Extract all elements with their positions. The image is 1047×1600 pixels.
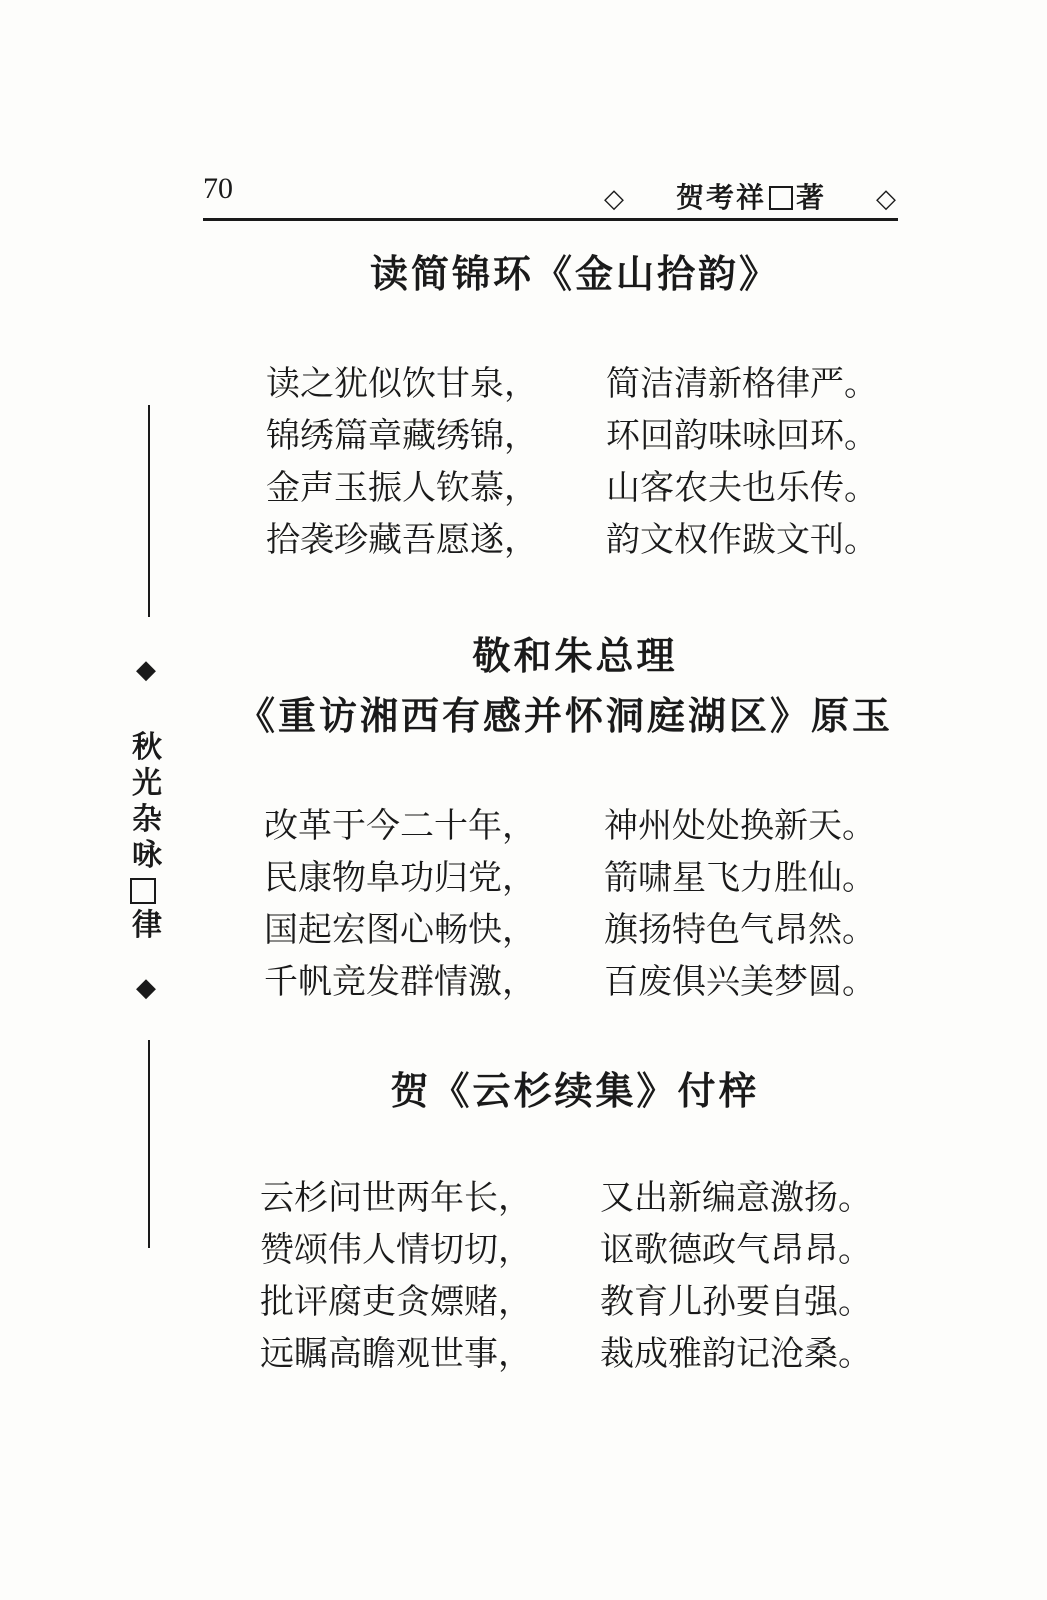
poem-line xyxy=(264,956,876,1008)
author-name: 贺考祥 xyxy=(675,181,766,214)
poem-half-line: 千帆竞发群情激， xyxy=(264,962,536,1002)
poem-line xyxy=(260,1328,872,1380)
square-box-icon xyxy=(130,878,156,904)
poem-half-line: 拾袭珍藏吾愿遂， xyxy=(266,520,538,560)
side-title-char: 杂 xyxy=(132,802,162,837)
square-box-icon xyxy=(769,186,793,210)
poem-line xyxy=(260,1172,872,1224)
side-title-char: 秋 xyxy=(132,730,162,765)
side-title-char: 光 xyxy=(132,766,162,801)
poem-half-line: 讴歌德政气昂昂。 xyxy=(600,1230,872,1270)
poem-half-line: 批评腐吏贪嫖赌， xyxy=(260,1282,532,1322)
poem-half-line: 民康物阜功归党， xyxy=(264,858,536,898)
poem-half-line: 改革于今二十年， xyxy=(264,806,536,846)
poem-half-line: 国起宏图心畅快， xyxy=(264,910,536,950)
poem-half-line: 云杉问世两年长， xyxy=(260,1178,532,1218)
filled-diamond-icon: ◆ xyxy=(136,655,156,685)
poem-half-line: 箭啸星飞力胜仙。 xyxy=(604,858,876,898)
poem-line xyxy=(260,1276,872,1328)
poem-half-line: 韵文权作跋文刊。 xyxy=(606,520,878,560)
poem-half-line: 教育儿孙要自强。 xyxy=(600,1282,872,1322)
side-title-char: 律 xyxy=(132,908,162,943)
poem-half-line: 神州处处换新天。 xyxy=(604,806,876,846)
poem-half-line: 读之犹似饮甘泉， xyxy=(266,364,538,404)
poem-half-line: 百废俱兴美梦圆。 xyxy=(604,962,876,1002)
poem-line xyxy=(266,462,878,514)
poem-half-line: 锦绣篇章藏绣锦， xyxy=(266,416,538,456)
poem-body xyxy=(264,800,876,1008)
poem-half-line: 赞颂伟人情切切， xyxy=(260,1230,532,1270)
side-rule-top xyxy=(148,405,150,617)
author-suffix: 著 xyxy=(795,181,826,214)
poem-half-line: 旗扬特色气昂然。 xyxy=(604,910,876,950)
hollow-diamond-icon: ◇ xyxy=(603,184,626,214)
poem-title: 读简锦环《金山拾韵》 xyxy=(369,252,780,296)
poem-half-line: 环回韵味咏回环。 xyxy=(606,416,878,456)
poem-half-line: 金声玉振人钦慕， xyxy=(266,468,538,508)
poem-title: 《重访湘西有感并怀洞庭湖区》原玉 xyxy=(236,694,893,738)
running-title xyxy=(604,176,898,216)
page-number: 70 xyxy=(203,172,233,205)
side-section-title xyxy=(130,730,164,944)
hollow-diamond-icon: ◇ xyxy=(876,184,898,214)
poem-line xyxy=(264,800,876,852)
poem-half-line: 山客农夫也乐传。 xyxy=(606,468,878,508)
poem-line xyxy=(260,1224,872,1276)
poem-line xyxy=(266,514,878,566)
filled-diamond-icon: ◆ xyxy=(136,973,156,1003)
side-title-char: 咏 xyxy=(132,838,162,873)
poem-body xyxy=(266,358,878,566)
poem-line xyxy=(264,904,876,956)
poem-half-line: 远瞩高瞻观世事， xyxy=(260,1334,532,1374)
poem-half-line: 裁成雅韵记沧桑。 xyxy=(600,1334,872,1374)
poem-title: 敬和朱总理 xyxy=(472,634,678,678)
poem-half-line: 简洁清新格律严。 xyxy=(606,364,878,404)
poem-half-line: 又出新编意激扬。 xyxy=(600,1178,872,1218)
poem-line xyxy=(264,852,876,904)
poem-line xyxy=(266,410,878,462)
running-header xyxy=(203,170,898,221)
poem-title: 贺《云杉续集》付梓 xyxy=(390,1069,760,1113)
poem-body xyxy=(260,1172,872,1380)
poem-line xyxy=(266,358,878,410)
